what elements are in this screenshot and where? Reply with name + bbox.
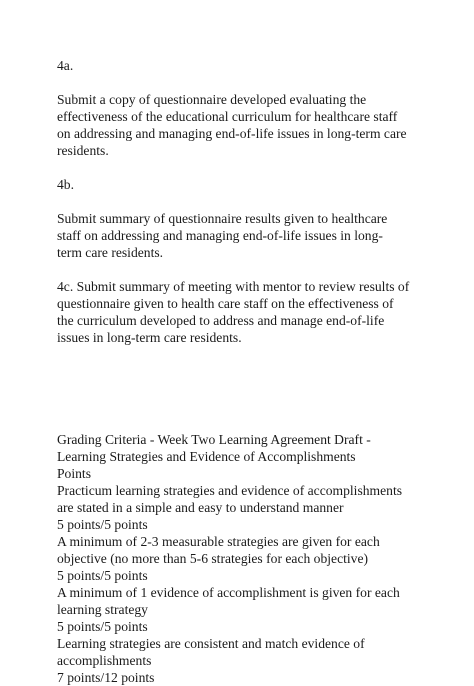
criteria-line: learning strategy	[57, 602, 148, 617]
points-score: 5 points/5 points	[57, 568, 148, 583]
paragraph-line: on addressing and managing end-of-life issues in long-term care	[57, 126, 407, 141]
paragraph-line: Submit summary of questionnaire results given to healthcare	[57, 211, 388, 226]
section-label-4b: 4b.	[57, 177, 74, 192]
paragraph-line: 4c. Submit summary of meeting with mentor to review results of	[57, 279, 410, 294]
points-score: 5 points/5 points	[57, 619, 148, 634]
criteria-line: A minimum of 1 evidence of accomplishment is given for each	[57, 585, 400, 600]
paragraph-line: questionnaire given to health care staff on the effectiveness of	[57, 296, 394, 311]
section-label-4a: 4a.	[57, 58, 74, 73]
criteria-line: A minimum of 2-3 measurable strategies are given for each	[57, 534, 380, 549]
paragraph-line: staff on addressing and managing end-of-life issues in long-	[57, 228, 383, 243]
criteria-line: Learning strategies are consistent and match evidence of	[57, 636, 365, 651]
criteria-line: Practicum learning strategies and evidence of accomplishments	[57, 483, 403, 498]
paragraph-line: term care residents.	[57, 245, 164, 260]
paragraph-line: the curriculum developed to address and manage end-of-life	[57, 313, 385, 328]
paragraph-line: issues in long-term care residents.	[57, 330, 242, 345]
points-score: 5 points/5 points	[57, 517, 148, 532]
criteria-line: are stated in a simple and easy to understand manner	[57, 500, 344, 515]
paragraph-line: Submit a copy of questionnaire developed evaluating the	[57, 92, 367, 107]
criteria-line: objective (no more than 5-6 strategies for each objective)	[57, 551, 369, 566]
grading-criteria-heading: Learning Strategies and Evidence of Accomplishments	[57, 449, 356, 464]
criteria-line: accomplishments	[57, 653, 152, 668]
paragraph-line: residents.	[57, 143, 109, 158]
grading-criteria-heading: Grading Criteria - Week Two Learning Agreement Draft -	[57, 432, 371, 447]
points-score: 7 points/12 points	[57, 670, 155, 685]
points-header: Points	[57, 466, 91, 481]
paragraph-line: effectiveness of the educational curriculum for healthcare staff	[57, 109, 398, 124]
